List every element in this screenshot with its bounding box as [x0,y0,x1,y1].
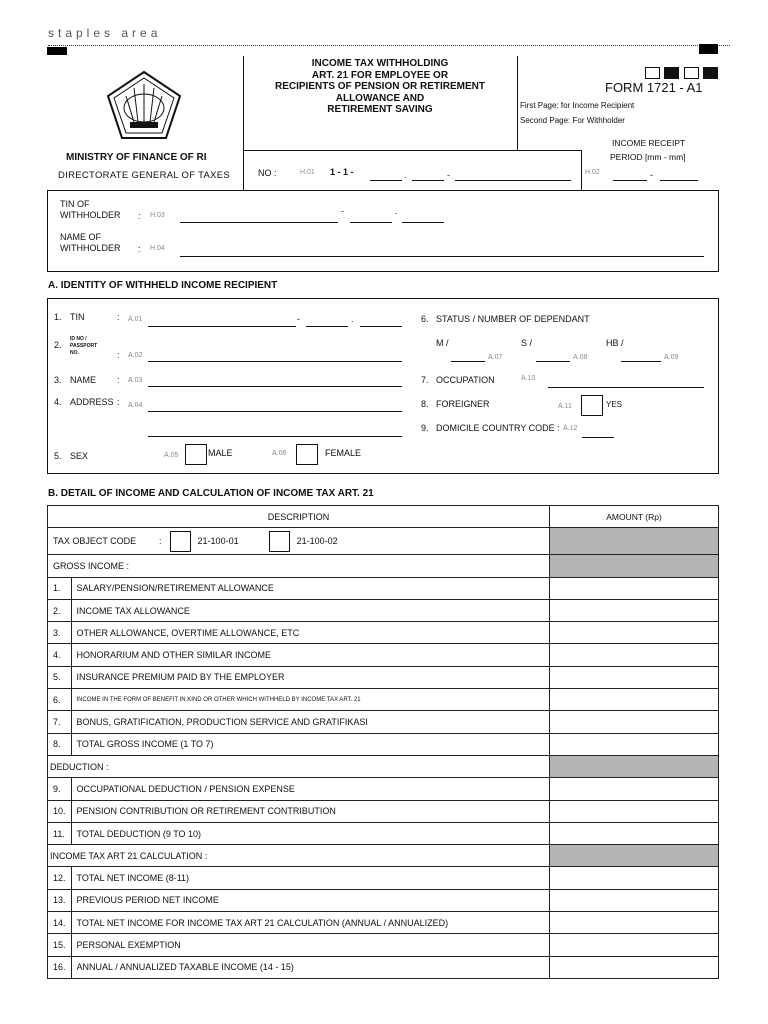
row-label: OTHER ALLOWANCE, OVERTIME ALLOWANCE, ETC [71,622,549,644]
table-row [48,889,719,911]
table-row [48,622,719,644]
row-number: 14. [48,912,72,934]
table-row [48,577,719,599]
amount-cell[interactable] [550,577,719,599]
no-sep-1: . [404,170,407,180]
second-page-note: Second Page: For Withholder [520,116,625,125]
amount-cell[interactable] [550,912,719,934]
table-row [48,778,719,800]
title-line: RECIPIENTS OF PENSION OR RETIREMENT [274,81,486,92]
a4-label: ADDRESS [70,397,114,407]
female-code: A.06 [272,450,287,457]
sep: . [351,314,354,324]
a2-no: 2. [54,340,62,350]
row-number: 11. [48,822,72,844]
recipient-name-field[interactable] [148,386,402,387]
ministry-logo [104,70,184,142]
corner-mark-left [47,47,67,55]
a4-no: 4. [54,397,62,407]
row-label: PREVIOUS PERIOD NET INCOME [71,889,549,911]
a6-no: 6. [421,314,429,324]
income-receipt-label: INCOME RECEIPT [612,138,686,148]
row-label: SALARY/PENSION/RETIREMENT ALLOWANCE [71,577,549,599]
withholder-label: WITHHOLDER [60,210,121,220]
row-label: ANNUAL / ANNUALIZED TAXABLE INCOME (14 - 15) [71,956,549,978]
header-divider-2 [517,56,518,150]
male-code: A.05 [164,452,179,459]
sep: - [297,314,300,324]
a2-code: A.02 [128,352,143,359]
tax-object-cell [48,528,550,555]
a3-code: A.03 [128,377,143,384]
row-number: 9. [48,778,72,800]
table-row [48,644,719,666]
row-number: 4. [48,644,72,666]
table-row [48,822,719,844]
row-label: TOTAL DEDUCTION (9 TO 10) [71,822,549,844]
amount-cell[interactable] [550,934,719,956]
tax-code-1-label: 21-100-01 [197,535,239,546]
table-row [48,599,719,621]
row-label: INCOME IN THE FORM OF BENEFIT IN KIND OR OTHER WHICH WITHHELD BY INCOME TAX ART. 21 [71,689,549,711]
colon: : [117,375,120,385]
a1-no: 1. [54,312,62,322]
colon: : [159,535,162,546]
a7-no: 7. [421,375,429,385]
period-code: H.02 [585,169,600,176]
col-description: DESCRIPTION [48,506,550,528]
a8-no: 8. [421,399,429,409]
yes-label: YES [606,400,623,409]
income-detail-table [47,505,719,979]
row-label: TOTAL NET INCOME FOR INCOME TAX ART 21 CALCULATION (ANNUAL / ANNUALIZED) [71,912,549,934]
calc-label: INCOME TAX ART 21 CALCULATION : [48,845,550,867]
amount-cell[interactable] [550,800,719,822]
amount-cell-disabled [550,555,719,577]
a8-code: A.11 [558,403,572,410]
tin-code: H.03 [150,212,165,219]
period-end-field[interactable] [660,180,698,181]
title-line: ALLOWANCE AND [335,92,425,104]
form-title [244,58,516,116]
no-prefix: 1 - 1 - [330,167,354,177]
table-row [48,800,719,822]
table-row [48,733,719,755]
amount-cell-disabled [550,755,719,777]
row-number: 3. [48,622,72,644]
period-start-field[interactable] [613,180,647,181]
first-page-note: First Page: for Income Recipient [520,101,635,110]
a9-code: A.12 [563,425,578,432]
a2-label [70,336,97,357]
row-label: TOTAL GROSS INCOME (1 TO 7) [71,733,549,755]
status-m-field[interactable] [451,361,485,362]
amount-cell[interactable] [550,711,719,733]
recipient-tin-field-3[interactable] [360,326,402,327]
header-divider-3 [581,150,582,190]
recipient-id-field[interactable] [148,361,402,362]
section-b-title: B. DETAIL OF INCOME AND CALCULATION OF INCOME TAX ART. 21 [48,488,374,499]
amount-cell[interactable] [550,778,719,800]
recipient-address-field-1[interactable] [148,411,402,412]
domicile-field[interactable] [582,437,614,438]
no-field-2[interactable] [412,180,444,181]
a2-label-line: NO. [70,350,79,356]
a6-label: STATUS / NUMBER OF DEPENDANT [436,314,590,324]
amount-cell[interactable] [550,599,719,621]
amount-cell-disabled [550,845,719,867]
withholder-name-field[interactable] [180,256,704,257]
status-m-code: A.07 [488,354,503,361]
row-label: PERSONAL EXEMPTION [71,934,549,956]
tax-code-2-label: 21-100-02 [296,535,338,546]
a2-label-line: ID NO / [70,336,87,342]
a7-label: OCCUPATION [436,375,495,385]
colon: : [138,244,141,254]
row-number: 10. [48,800,72,822]
row-number: 2. [48,599,72,621]
a5-label: SEX [70,451,89,461]
section-a-title: A. IDENTITY OF WITHHELD INCOME RECIPIENT [48,280,278,291]
amount-cell[interactable] [550,622,719,644]
tax-code-2-checkbox[interactable] [269,531,290,552]
status-s-field[interactable] [536,361,570,362]
table-row [48,934,719,956]
deduction-header-row [48,755,719,777]
row-number: 15. [48,934,72,956]
foreigner-checkbox[interactable] [581,395,603,416]
gross-income-label: GROSS INCOME : [48,555,550,577]
a7-code: A.10 [521,375,536,382]
a1-code: A.01 [128,316,143,323]
form-code: FORM 1721 - A1 [605,80,703,95]
colon: : [138,211,141,221]
tax-object-row [48,528,719,555]
amount-cell[interactable] [550,867,719,889]
name-code: H.04 [150,245,165,252]
amount-cell[interactable] [550,689,719,711]
tin-of-label: TIN OF [60,199,90,209]
male-checkbox[interactable] [185,444,207,465]
amount-cell-disabled [550,528,719,555]
gross-income-header-row [48,555,719,577]
staples-area-label: staples area [48,26,162,40]
occupation-field[interactable] [548,387,704,388]
table-row [48,689,719,711]
table-row [48,666,719,688]
colon: : [117,312,120,322]
colon: : [117,397,120,407]
no-code: H.01 [300,169,315,176]
col-amount: AMOUNT (Rp) [550,506,719,528]
row-number: 16. [48,956,72,978]
tax-object-label: TAX OBJECT CODE [53,535,137,546]
row-number: 8. [48,733,72,755]
withholder-box [47,190,719,272]
calc-header-row [48,845,719,867]
row-label: BONUS, GRATIFICATION, PRODUCTION SERVICE AND GRATIFIKASI [71,711,549,733]
corner-mark-right [699,44,718,54]
recipient-tin-field-2[interactable] [306,326,348,327]
status-hb-label: HB / [606,338,624,348]
status-hb-field[interactable] [621,361,661,362]
row-number: 12. [48,867,72,889]
name-of-label: NAME OF [60,232,102,242]
table-row [48,711,719,733]
row-label: OCCUPATIONAL DEDUCTION / PENSION EXPENSE [71,778,549,800]
no-field-3[interactable] [455,180,571,181]
withholder-tin-field-3[interactable] [402,222,444,223]
amount-cell[interactable] [550,666,719,688]
title-line: ART. 21 FOR EMPLOYEE OR [311,69,449,81]
table-header-row [48,506,719,528]
amount-cell[interactable] [550,889,719,911]
row-number: 13. [48,889,72,911]
row-number: 5. [48,666,72,688]
row-label: INSURANCE PREMIUM PAID BY THE EMPLOYER [71,666,549,688]
withholder-tin-field-1[interactable] [180,222,338,223]
colon: : [117,350,120,360]
recipient-tin-field-1[interactable] [148,326,296,327]
withholder-tin-field-2[interactable] [350,222,392,223]
tin-sep-1: - [341,206,344,216]
male-label: MALE [208,448,233,458]
amount-cell[interactable] [550,822,719,844]
tax-code-1-checkbox[interactable] [170,531,191,552]
staples-dotted-line [48,45,730,46]
title-line: RETIREMENT SAVING [327,104,433,115]
a3-no: 3. [54,375,62,385]
table-row [48,912,719,934]
table-row [48,867,719,889]
a4-code: A.04 [128,402,143,409]
no-field-1[interactable] [370,180,402,181]
status-s-label: S / [521,338,533,348]
female-label: FEMALE [325,448,362,458]
a9-no: 9. [421,423,429,433]
a3-label: NAME [70,375,97,385]
status-m-label: M / [436,338,449,348]
no-sep-2: - [447,170,450,180]
row-number: 7. [48,711,72,733]
a8-label: FOREIGNER [436,399,490,409]
header-hline [243,150,581,151]
status-s-code: A.08 [573,354,588,361]
row-label: HONORARIUM AND OTHER SIMILAR INCOME [71,644,549,666]
row-label: INCOME TAX ALLOWANCE [71,599,549,621]
amount-cell[interactable] [550,733,719,755]
period-sep: - [650,170,653,180]
period-label: PERIOD [mm - mm] [610,152,686,162]
row-label: PENSION CONTRIBUTION OR RETIREMENT CONTRIBUTION [71,800,549,822]
deduction-label: DEDUCTION : [48,755,550,777]
no-label: NO : [258,168,277,178]
a2-label-line: PASSPORT [70,343,98,349]
tin-sep-2: . [395,206,398,216]
row-label: TOTAL NET INCOME (8-11) [71,867,549,889]
row-number: 1. [48,577,72,599]
female-checkbox[interactable] [296,444,318,465]
a5-no: 5. [54,451,62,461]
withholder-label-2: WITHHOLDER [60,243,121,253]
amount-cell[interactable] [550,644,719,666]
a9-label: DOMICILE COUNTRY CODE : [436,423,560,433]
row-number: 6. [48,689,72,711]
title-line: INCOME TAX WITHHOLDING [311,58,449,69]
status-hb-code: A.09 [664,354,679,361]
ministry-name: MINISTRY OF FINANCE OF RI [66,152,207,163]
table-row [48,956,719,978]
amount-cell[interactable] [550,956,719,978]
recipient-address-field-2[interactable] [148,436,402,437]
a1-label: TIN [70,312,85,322]
directorate-name: DIRECTORATE GENERAL OF TAXES [58,170,231,181]
